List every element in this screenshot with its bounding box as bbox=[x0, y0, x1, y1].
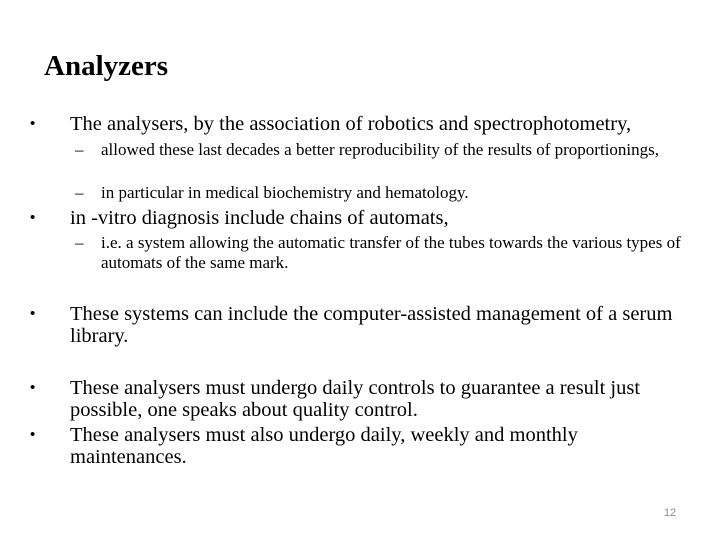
dash-marker: – bbox=[75, 233, 84, 252]
bullet-text: These analysers must also undergo daily, weekly and monthly maintenances. bbox=[70, 424, 578, 468]
bullet-marker: • bbox=[30, 379, 36, 396]
sub-bullet-text: i.e. a system allowing the automatic transfer of the tubes towards the various types of automats of the same mark. bbox=[101, 233, 681, 272]
bullet-marker: • bbox=[30, 115, 36, 132]
bullet-marker: • bbox=[30, 426, 36, 443]
sub-bullet-text: allowed these last decades a better reproducibility of the results of proportionings, bbox=[101, 140, 660, 159]
bullet-marker: • bbox=[30, 305, 36, 322]
sub-bullet-text: in particular in medical biochemistry and hematology. bbox=[101, 183, 469, 202]
dash-marker: – bbox=[75, 183, 84, 202]
bullet-text: These analysers must undergo daily controls to guarantee a result just possible, one speaks about quality control. bbox=[70, 377, 641, 421]
bullet-text: The analysers, by the association of robotics and spectrophotometry, bbox=[70, 113, 632, 135]
bullet-text: These systems can include the computer-assisted management of a serum library. bbox=[70, 303, 673, 347]
bullet-marker: • bbox=[30, 209, 36, 226]
dash-marker: – bbox=[75, 140, 84, 159]
page-number: 12 bbox=[663, 507, 677, 519]
slide-title: Analyzers bbox=[44, 50, 169, 82]
bullet-text: in -vitro diagnosis include chains of automats, bbox=[70, 207, 449, 229]
